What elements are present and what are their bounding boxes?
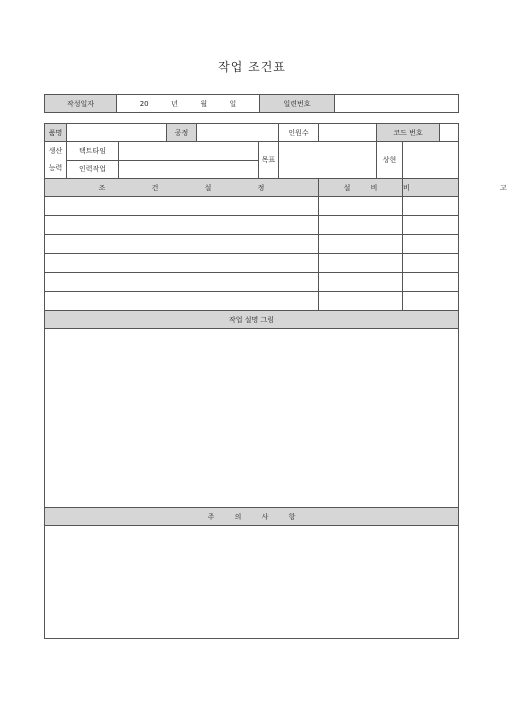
drawing-area[interactable] (45, 329, 459, 508)
caution-section-header (45, 508, 459, 526)
year-unit: 년 (171, 99, 178, 108)
header-table (44, 94, 459, 113)
remark-header (403, 179, 507, 197)
main-form-table (44, 123, 507, 639)
status-field[interactable] (403, 142, 459, 179)
remark-cell[interactable] (403, 197, 459, 216)
capacity-label (45, 142, 67, 179)
condition-cell[interactable] (45, 216, 319, 235)
condition-row (45, 254, 459, 273)
date-field[interactable] (117, 95, 260, 113)
equipment-cell[interactable] (319, 197, 403, 216)
condition-cell[interactable] (45, 292, 319, 311)
capacity-label-line2: 능력 (48, 164, 63, 172)
remark-cell[interactable] (403, 216, 459, 235)
cond-h2: 건 (151, 183, 159, 192)
target-field[interactable] (279, 142, 377, 179)
condition-cell[interactable] (45, 273, 319, 292)
equip-h2: 비 (370, 183, 378, 192)
caution-area[interactable] (45, 526, 459, 639)
caution-h4: 항 (288, 512, 296, 521)
condition-row (45, 197, 459, 216)
remark-cell[interactable] (403, 273, 459, 292)
takt-label: 택트타임 (67, 142, 119, 161)
equip-h1: 설 (343, 183, 351, 192)
cond-h3: 설 (204, 183, 212, 192)
condition-row (45, 292, 459, 311)
capacity-label-line1: 생산 (48, 147, 63, 155)
conditions-header (45, 179, 319, 197)
manual-label: 인력작업 (67, 160, 119, 179)
remark-h1: 비 (403, 183, 410, 192)
cond-h4: 정 (257, 183, 265, 192)
status-label: 상현 (377, 142, 403, 179)
headcount-label: 인원수 (279, 124, 319, 142)
condition-row (45, 273, 459, 292)
product-field[interactable] (67, 124, 167, 142)
remark-cell[interactable] (403, 235, 459, 254)
equipment-cell[interactable] (319, 273, 403, 292)
condition-cell[interactable] (45, 197, 319, 216)
condition-row (45, 216, 459, 235)
process-field[interactable] (197, 124, 279, 142)
caution-h1: 주 (207, 512, 215, 521)
remark-cell[interactable] (403, 254, 459, 273)
remark-h2: 고 (500, 183, 507, 192)
remark-cell[interactable] (403, 292, 459, 311)
process-label: 공정 (167, 124, 197, 142)
year-prefix: 20 (139, 99, 149, 108)
day-unit: 일 (229, 99, 237, 108)
takt-field[interactable] (119, 142, 259, 161)
serial-field[interactable] (335, 95, 459, 113)
equipment-cell[interactable] (319, 292, 403, 311)
condition-cell[interactable] (45, 235, 319, 254)
product-label: 품명 (45, 124, 67, 142)
drawing-section-header: 작업 설명 그림 (45, 311, 459, 329)
equipment-cell[interactable] (319, 235, 403, 254)
page-title: 작업 조건표 (218, 60, 286, 74)
code-label: 코드 번호 (377, 124, 440, 142)
caution-h3: 사 (261, 512, 269, 521)
equipment-cell[interactable] (319, 216, 403, 235)
code-field[interactable] (440, 124, 459, 142)
equipment-cell[interactable] (319, 254, 403, 273)
month-unit: 월 (200, 99, 208, 108)
condition-cell[interactable] (45, 254, 319, 273)
target-label: 목표 (259, 142, 279, 179)
serial-label: 일련번호 (260, 95, 335, 113)
cond-h1: 조 (98, 183, 106, 192)
headcount-field[interactable] (319, 124, 377, 142)
condition-row (45, 235, 459, 254)
manual-field[interactable] (119, 160, 259, 179)
date-label: 작성일자 (45, 95, 117, 113)
equipment-header (319, 179, 403, 197)
caution-h2: 의 (234, 512, 242, 521)
